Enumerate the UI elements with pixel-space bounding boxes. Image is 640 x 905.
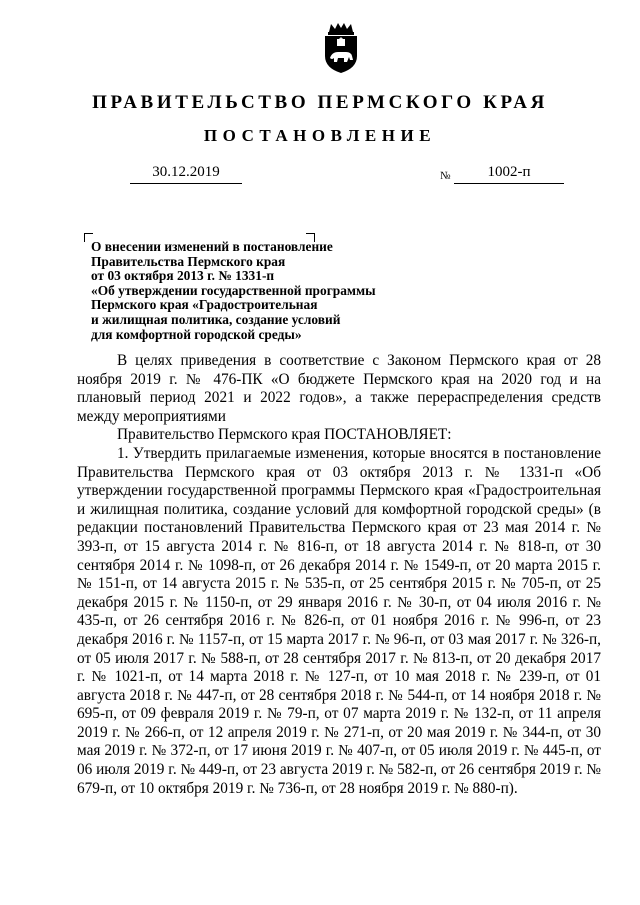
- subject-line: Правительства Пермского края: [91, 253, 286, 269]
- government-title: ПРАВИТЕЛЬСТВО ПЕРМСКОГО КРАЯ: [92, 92, 548, 113]
- document-date: 30.12.2019: [130, 163, 242, 184]
- subject-line: «Об утверждении государственной программы: [91, 282, 376, 298]
- document-body: [77, 352, 601, 798]
- coat-of-arms-icon: [321, 22, 361, 74]
- subject-line: и жилищная политика, создание условий: [91, 311, 341, 327]
- document-number: 1002-п: [454, 163, 564, 184]
- subject-line: О внесении изменений в постановление: [91, 239, 333, 254]
- subject-line: от 03 октября 2013 г. № 1331-п: [91, 268, 275, 284]
- number-sign: №: [440, 170, 451, 182]
- document-type: ПОСТАНОВЛЕНИЕ: [203, 126, 437, 145]
- resolves-paragraph: Правительство Пермского края ПОСТАНОВЛЯЕТ:: [117, 426, 452, 444]
- subject-line: Пермского края «Градостроительная: [91, 297, 318, 313]
- subject-line: для комфортной городской среды»: [91, 326, 302, 342]
- document-subject: [91, 240, 431, 342]
- preamble-paragraph: В целях приведения в соответствие с Законом Пермского края от 28 ноября 2019 г. № 476-ПК «О бюджете Пермского края на 2020 год и на плановый период 2021 и 2022 годов», а также перераспределения средств между мероприятиями: [77, 352, 601, 425]
- clause-1-paragraph: 1. Утвердить прилагаемые изменения, которые вносятся в постановление Правительства Пермского края от 03 октября 2013 г. № 1331-п «Об утверждении государственной программы Пермского края «Градостроительная и жилищная политика, создание условий для комфортной городской среды» (в редакции постановлений Правительства Пермского края от 23 мая 2014 г. № 393-п, от 15 августа 2014 г. № 816-п, от 18 августа 2014 г. № 818-п, от 30 сентября 2014 г. № 1098-п, от 26 декабря 2014 г. № 1549-п, от 20 марта 2015 г. № 151-п, от 14 августа 2015 г. № 535-п, от 25 сентября 2015 г. № 705-п, от 25 декабря 2015 г. № 1150-п, от 29 января 2016 г. № 30-п, от 04 июля 2016 г. № 435-п, от 26 сентября 2016 г. № 826-п, от 01 ноября 2016 г. № 996-п, от 23 декабря 2016 г. № 1157-п, от 15 марта 2017 г. № 96-п, от 03 мая 2017 г. № 326-п, от 05 июля 2017 г. № 588-п, от 28 сентября 2017 г. № 813-п, от 20 декабря 2017 г. № 1021-п, от 14 марта 2018 г. № 127-п, от 10 мая 2018 г. № 239-п, от 01 августа 2018 г. № 447-п, от 28 сентября 2018 г. № 544-п, от 14 ноября 2018 г. № 695-п, от 09 февраля 2019 г. № 79-п, от 07 марта 2019 г. № 132-п, от 11 апреля 2019 г. № 266-п, от 12 апреля 2019 г. № 271-п, от 20 мая 2019 г. № 344-п, от 30 мая 2019 г. № 372-п, от 17 июня 2019 г. № 407-п, от 05 июля 2019 г. № 445-п, от 06 июля 2019 г. № 449-п, от 23 августа 2019 г. № 582-п, от 26 сентября 2019 г. № 679-п, от 10 октября 2019 г. № 736-п, от 28 ноября 2019 г. № 880-п).: [77, 444, 601, 797]
